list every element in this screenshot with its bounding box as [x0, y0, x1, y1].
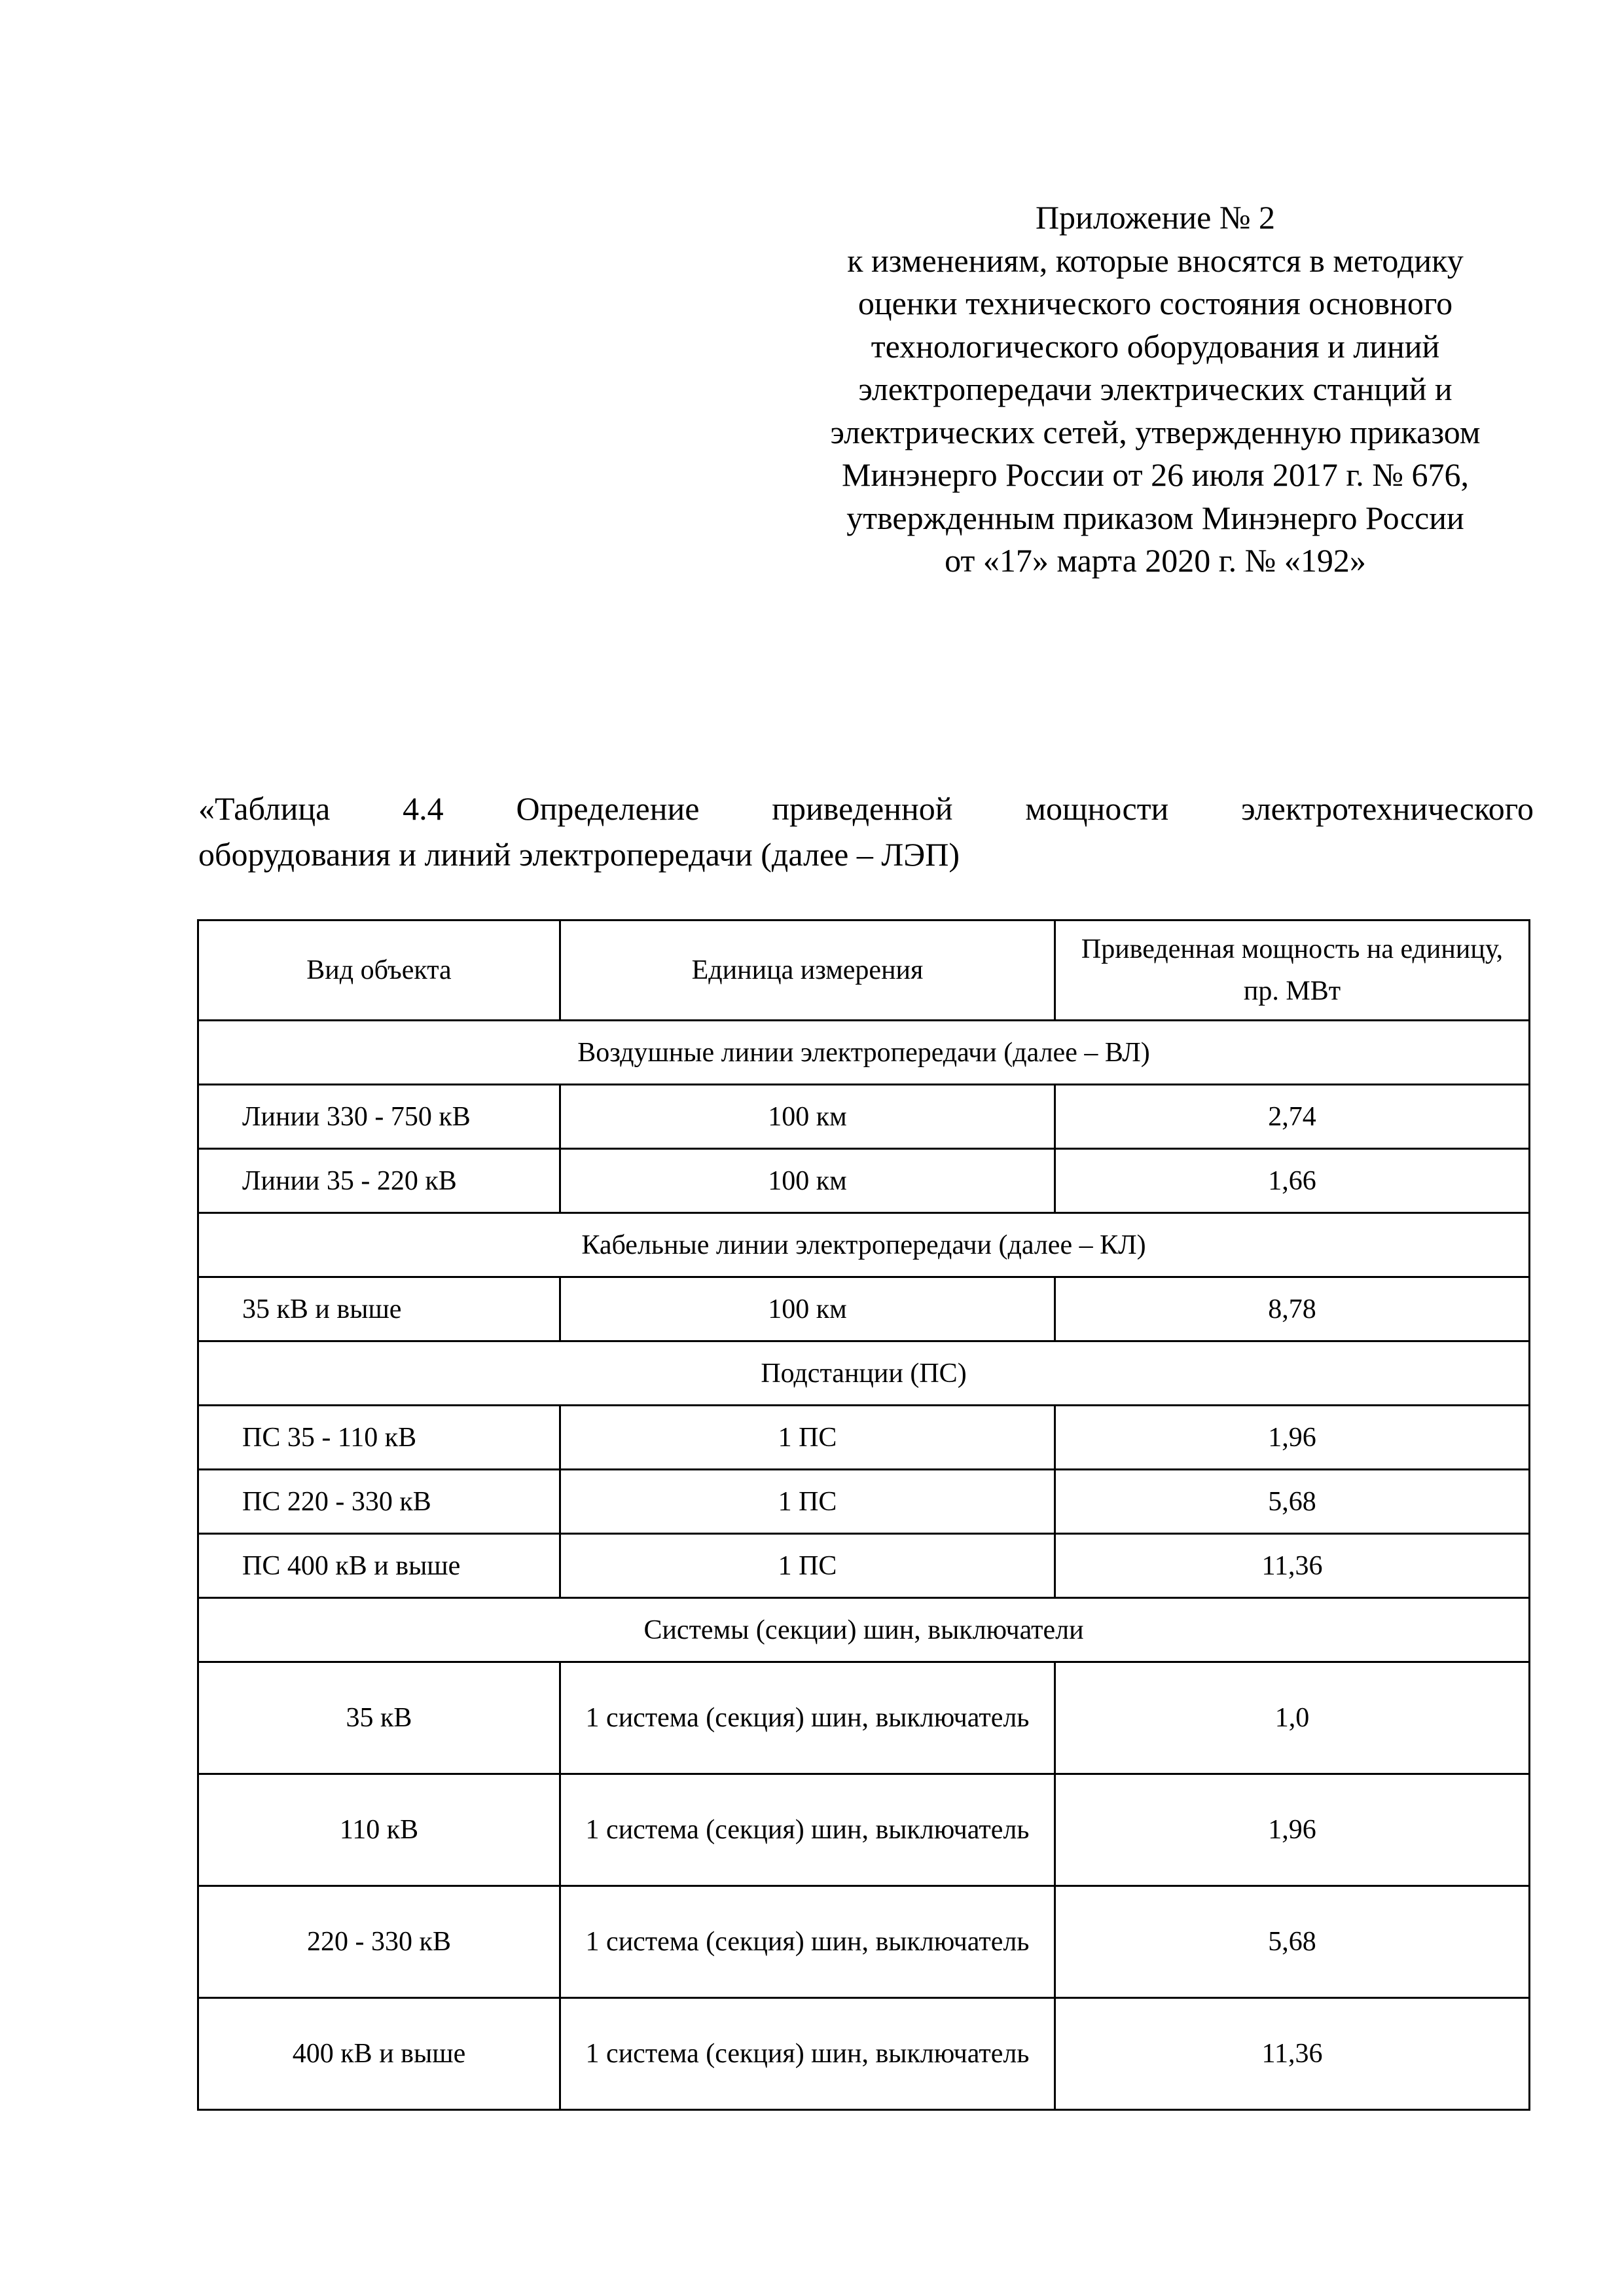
section-title: Системы (секции) шин, выключатели: [198, 1598, 1530, 1662]
table-row: [198, 1149, 1530, 1213]
cell-object: Линии 35 - 220 кВ: [198, 1149, 560, 1213]
appendix-line: электропередачи электрических станций и: [858, 371, 1453, 407]
appendix-line: от «17» марта 2020 г. № «192»: [945, 542, 1366, 579]
table-section-row: [198, 1213, 1530, 1277]
cell-power: 1,96: [1055, 1774, 1530, 1886]
cell-power: 1,66: [1055, 1149, 1530, 1213]
cell-power: 5,68: [1055, 1886, 1530, 1998]
appendix-line: оценки технического состояния основного: [857, 285, 1453, 321]
table-section-row: [198, 1598, 1530, 1662]
cell-unit: 1 ПС: [560, 1470, 1055, 1534]
section-title: Воздушные линии электропередачи (далее – ВЛ): [198, 1021, 1530, 1085]
table-row: [198, 1662, 1530, 1774]
cell-power: 1,0: [1055, 1662, 1530, 1774]
cell-power: 2,74: [1055, 1085, 1530, 1149]
table-caption-line-1: «Таблица 4.4 Определение приведенной мощности электротехнического: [198, 790, 1534, 827]
header-power: [1055, 920, 1530, 1021]
cell-unit: 1 система (секция) шин, выключатель: [560, 1774, 1055, 1886]
table-row: [198, 1774, 1530, 1886]
power-table: [197, 919, 1530, 2111]
table-row: [198, 1406, 1530, 1470]
table-row: [198, 1470, 1530, 1534]
table-row: [198, 1534, 1530, 1598]
table-row: [198, 1998, 1530, 2110]
appendix-line: Минэнерго России от 26 июля 2017 г. № 676,: [842, 456, 1469, 493]
header-object-type: Вид объекта: [198, 920, 560, 1021]
table-section-row: [198, 1341, 1530, 1406]
cell-object: ПС 35 - 110 кВ: [198, 1406, 560, 1470]
cell-unit: 100 км: [560, 1277, 1055, 1341]
table-section-row: [198, 1021, 1530, 1085]
cell-object: 110 кВ: [198, 1774, 560, 1886]
cell-power: 8,78: [1055, 1277, 1530, 1341]
table-row: [198, 1886, 1530, 1998]
cell-power: 11,36: [1055, 1998, 1530, 2110]
cell-object: 35 кВ и выше: [198, 1277, 560, 1341]
appendix-header: [772, 196, 1538, 583]
table-caption-line-2: оборудования и линий электропередачи (далее – ЛЭП): [198, 836, 960, 873]
section-title: Кабельные линии электропередачи (далее – КЛ): [198, 1213, 1530, 1277]
cell-unit: 1 система (секция) шин, выключатель: [560, 1662, 1055, 1774]
table-header-row: [198, 920, 1530, 1021]
cell-object: ПС 400 кВ и выше: [198, 1534, 560, 1598]
cell-unit: 100 км: [560, 1149, 1055, 1213]
cell-unit: 1 система (секция) шин, выключатель: [560, 1886, 1055, 1998]
table-caption: [198, 786, 1534, 877]
cell-unit: 1 ПС: [560, 1406, 1055, 1470]
cell-unit: 1 ПС: [560, 1534, 1055, 1598]
table-row: [198, 1277, 1530, 1341]
cell-object: 35 кВ: [198, 1662, 560, 1774]
cell-unit: 100 км: [560, 1085, 1055, 1149]
section-title: Подстанции (ПС): [198, 1341, 1530, 1406]
cell-object: 400 кВ и выше: [198, 1998, 560, 2110]
table-row: [198, 1085, 1530, 1149]
cell-power: 1,96: [1055, 1406, 1530, 1470]
appendix-line: Приложение № 2: [1035, 199, 1276, 236]
appendix-line: утвержденным приказом Минэнерго России: [846, 499, 1464, 536]
appendix-line: технологического оборудования и линий: [871, 327, 1440, 365]
cell-unit: 1 система (секция) шин, выключатель: [560, 1998, 1055, 2110]
cell-power: 11,36: [1055, 1534, 1530, 1598]
header-power-label: Приведенная мощность на единицу, пр. МВт: [1081, 934, 1504, 1006]
cell-object: Линии 330 - 750 кВ: [198, 1085, 560, 1149]
header-unit: Единица измерения: [560, 920, 1055, 1021]
cell-power: 5,68: [1055, 1470, 1530, 1534]
appendix-line: электрических сетей, утвержденную приказом: [830, 413, 1481, 450]
cell-object: 220 - 330 кВ: [198, 1886, 560, 1998]
appendix-line: к изменениям, которые вносятся в методику: [847, 242, 1464, 279]
cell-object: ПС 220 - 330 кВ: [198, 1470, 560, 1534]
